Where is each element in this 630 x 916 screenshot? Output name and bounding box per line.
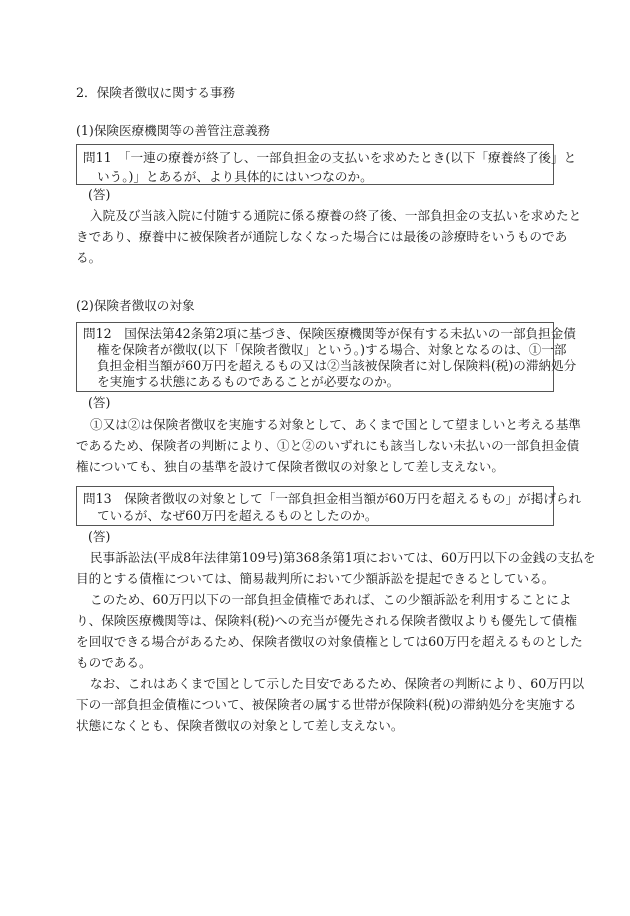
answer-line: る。 — [76, 250, 102, 265]
answer-line: を回収できる場合があるため、保険者徴収の対象債権としては60万円を超えるものとした — [76, 634, 583, 649]
subsection-title-1: (1)保険医療機関等の善管注意義務 — [76, 123, 271, 138]
answer-line: 状態になくとも、保険者徴収の対象として差し支えない。 — [76, 718, 404, 733]
answer-label: (答) — [88, 395, 111, 410]
question-line: 問12 国保法第42条第2項に基づき、保険医療機関等が保有する未払いの一部負担金債 — [83, 326, 576, 341]
answer-line: り、保険医療機関等は、保険料(税)への充当が優先される保険者徴収よりも優先して債権 — [76, 613, 577, 628]
question-line: を実施する状態にあるものであることが必要なのか。 — [97, 374, 400, 389]
question-box-13 — [76, 486, 582, 526]
answer-label: (答) — [88, 529, 111, 544]
answer-paragraph-13 — [76, 547, 596, 736]
question-line: 問13 保険者徴収の対象として「一部負担金相当額が60万円を超えるもの」が掲げられ — [83, 491, 582, 506]
answer-line: このため、60万円以下の一部負担金債権であれば、この少額訴訟を利用することによ — [90, 592, 572, 607]
question-line: 権を保険者が徴収(以下「保険者徴収」という。)する場合、対象となるのは、①一部 — [97, 342, 567, 357]
question-line: いう。)」とあるが、より具体的にはいつなのか。 — [97, 169, 373, 184]
answer-line: なお、これはあくまで国として示した目安であるため、保険者の判断により、60万円以 — [90, 676, 585, 691]
question-box-12 — [76, 322, 577, 392]
answer-line: きであり、療養中に被保険者が通院しなくなった場合には最後の診療時をいうものであ — [76, 229, 568, 244]
answer-line: であるため、保険者の判断により、①と②のいずれにも該当しない未払いの一部負担金債 — [76, 438, 580, 453]
subsection-title-2: (2)保険者徴収の対象 — [76, 298, 195, 313]
answer-paragraph-11 — [76, 205, 582, 268]
section-title: 2．保険者徴収に関する事務 — [76, 85, 236, 100]
answer-line: 権についても、独自の基準を設けて保険者徴収の対象として差し支えない。 — [76, 459, 504, 474]
question-line: ているが、なぜ60万円を超えるものとしたのか。 — [97, 508, 378, 523]
answer-label: (答) — [88, 187, 111, 202]
question-box-11 — [76, 144, 577, 185]
answer-line: ものである。 — [76, 655, 152, 670]
answer-line: ①又は②は保険者徴収を実施する対象として、あくまで国として望ましいと考える基準 — [90, 417, 581, 432]
answer-line: 入院及び当該入院に付随する通院に係る療養の終了後、一部負担金の支払いを求めたと — [90, 208, 582, 223]
answer-line: 民事訴訟法(平成8年法律第109号)第368条第1項においては、60万円以下の金銭の支払を — [90, 550, 596, 565]
answer-line: 下の一部負担金債権について、被保険者の属する世帯が保険料(税)の滞納処分を実施する — [76, 697, 577, 712]
question-line: 問11 「一連の療養が終了し、一部負担金の支払いを求めたとき(以下「療養終了後」と — [83, 150, 577, 165]
answer-line: 目的とする債権については、簡易裁判所において少額訴訟を提起できるとしている。 — [76, 571, 555, 586]
question-line: 負担金相当額が60万円を超えるもの又は②当該被保険者に対し保険料(税)の滞納処分 — [97, 358, 577, 373]
answer-paragraph-12 — [76, 414, 581, 477]
